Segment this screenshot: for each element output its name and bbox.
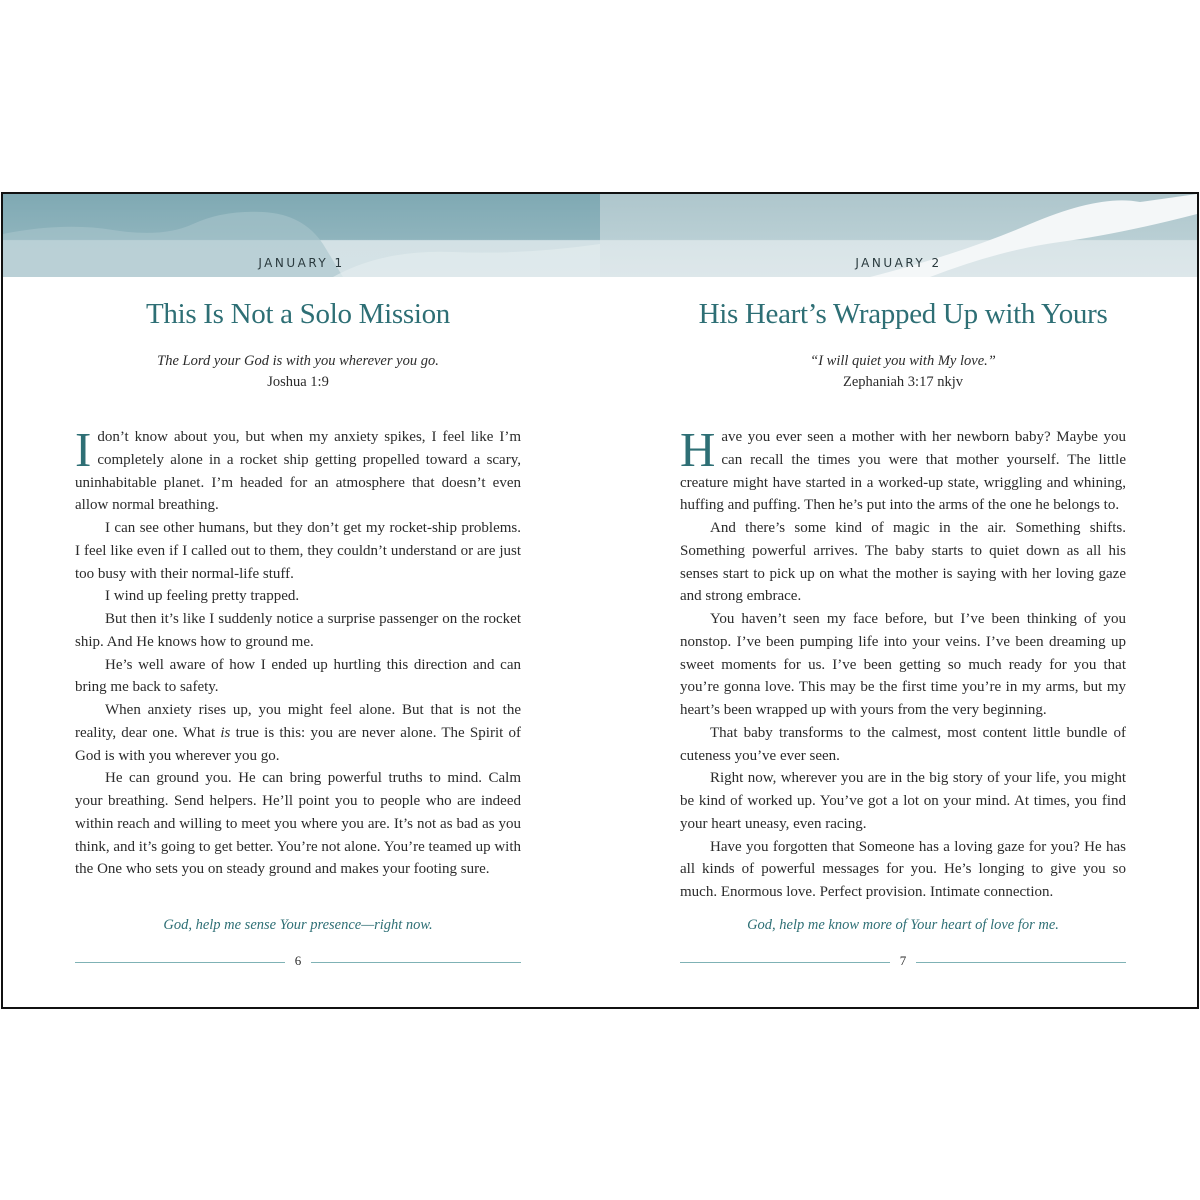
devotion-body (75, 422, 521, 881)
paragraph: I wind up feeling pretty trapped. (105, 588, 300, 605)
paragraph (75, 699, 521, 767)
paragraph: But then it’s like I suddenly notice a surprise passenger on the rocket ship. And He knows how to ground me. (75, 611, 521, 650)
devotion-body (680, 422, 1126, 904)
scripture-verse (680, 351, 1126, 393)
scripture-verse (75, 351, 521, 393)
footer-rule (311, 962, 521, 963)
page-number: 7 (899, 953, 907, 968)
paragraph-text: don’t know about you, but when my anxiety spikes, I feel like I’m completely alone in a rocket ship getting propelled toward a scary, uninhabitable planet. I’m headed for an atmosphere that doesn’t even allow normal breathing. (75, 429, 521, 514)
emphasis: is (220, 724, 231, 741)
paragraph-text: true is this: you are never alone. The Spirit of God is with you wherever you go. (75, 724, 521, 764)
book-spread (1, 192, 1199, 1009)
page-number: 6 (294, 953, 302, 968)
page-footer (680, 953, 1126, 982)
header-band-right (600, 194, 1197, 277)
verse-reference: Zephaniah 3:17 nkjv (842, 374, 963, 390)
paragraph: And there’s some kind of magic in the air. Something shifts. Something powerful arrives. The baby starts to quiet down as all his senses start to pick up on what the mother is saying with her loving gaze and strong embrace. (680, 520, 1126, 605)
paragraph (680, 422, 1126, 517)
paragraph-text: When anxiety rises up, you might feel alone. But that is not the reality, dear one. What (75, 702, 521, 741)
paragraph: Have you forgotten that Someone has a loving gaze for you? He has all kinds of powerful messages for you. He’s longing to give you so much. Enormous love. Perfect provision. Intimate connection. (680, 838, 1126, 900)
devotion-title: This Is Not a Solo Mission (146, 298, 450, 330)
drop-cap: I (75, 422, 92, 477)
verse-text: “I will quiet you with My love.” (810, 353, 996, 369)
paragraph: That baby transforms to the calmest, most content little bundle of cuteness you’ve ever seen. (680, 724, 1126, 764)
header-band-left (3, 194, 600, 277)
verse-text: The Lord your God is with you wherever you go. (157, 353, 439, 369)
devotion-title: His Heart’s Wrapped Up with Yours (698, 298, 1108, 330)
prayer-line: God, help me sense Your presence—right now. (163, 917, 433, 933)
paragraph: He can ground you. He can bring powerful truths to mind. Calm your breathing. Send helpers. He’ll point you to people who are indeed within reach and willing to meet you where you are. It’s not as bad as you think, and it’s going to get better. You’re not alone. You’re teamed up with the One who sets you on steady ground and makes your footing sure. (75, 770, 521, 878)
page-left (75, 277, 521, 968)
verse-reference: Joshua 1:9 (267, 374, 329, 390)
page-footer (75, 953, 521, 982)
paragraph (75, 422, 521, 517)
paragraph: He’s well aware of how I ended up hurtling this direction and can bring me back to safety. (75, 656, 521, 696)
paragraph: You haven’t seen my face before, but I’ve been thinking of you nonstop. I’ve been pumping life into your veins. I’ve been dreaming up sweet moments for us. I’ve been getting so much ready for you that you’re gonna love. This may be the first time you’re in my arms, but my heart’s been wrapped up with yours from the very beginning. (680, 611, 1126, 718)
drop-cap: H (680, 422, 716, 477)
paragraph: Right now, wherever you are in the big story of your life, you might be kind of worked up. You’ve got a lot on your mind. At times, you find your heart uneasy, even racing. (680, 770, 1126, 832)
footer-rule (916, 962, 1126, 963)
date-heading: JANUARY 2 (855, 256, 942, 270)
prayer-line: God, help me know more of Your heart of love for me. (747, 917, 1059, 933)
date-heading: JANUARY 1 (258, 256, 345, 270)
paragraph: I can see other humans, but they don’t get my rocket-ship problems. I feel like even if I called out to them, they couldn’t understand or are just too busy with their normal-life stuff. (75, 520, 521, 582)
paragraph-text: ave you ever seen a mother with her newborn baby? Maybe you can recall the times you were that mother yourself. The little creature might have started in a worked-up state, wriggling and whining, huffing and puffing. Then he’s put into the arms of the one he belongs to. (680, 429, 1126, 514)
page-right (680, 277, 1126, 968)
